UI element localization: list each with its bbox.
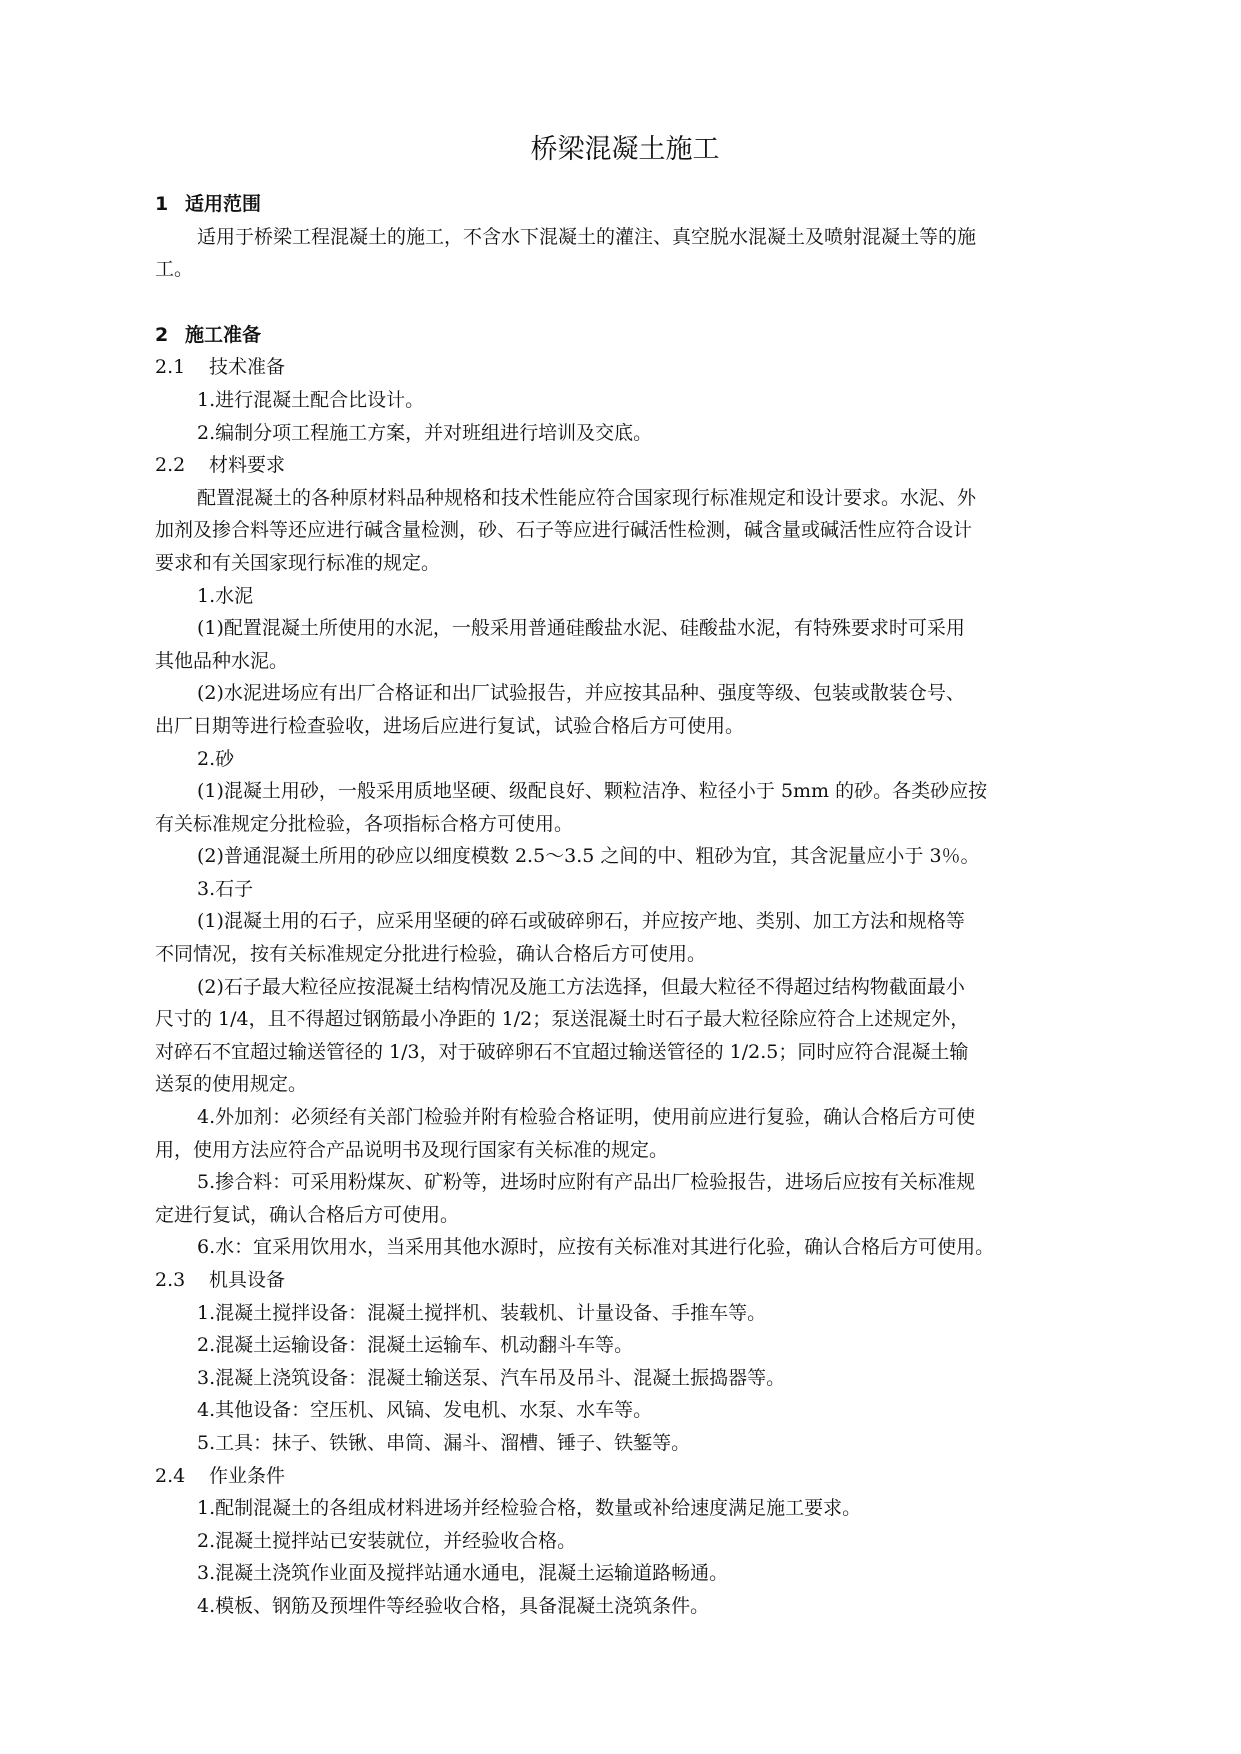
subsection-heading-2-3 — [155, 1264, 1095, 1297]
list-item: 3.混凝土浇筑作业面及搅拌站通水通电，混凝土运输道路畅通。 — [197, 1562, 729, 1585]
subsection-number: 2.4 — [155, 1464, 186, 1487]
subsection-heading-2-1 — [155, 351, 1095, 384]
list-item: 1.进行混凝土配合比设计。 — [197, 388, 425, 411]
paragraph-line: 要求和有关国家现行标准的规定。 — [155, 551, 441, 574]
section-heading-2 — [155, 319, 1095, 352]
list-item: 5.工具：抹子、铁锹、串筒、漏斗、溜槽、锤子、铁錾等。 — [197, 1431, 691, 1454]
list-item: 1.混凝土搅拌设备：混凝土搅拌机、装载机、计量设备、手推车等。 — [197, 1301, 767, 1324]
subsection-title: 作业条件 — [209, 1464, 286, 1487]
paragraph-line: 配置混凝土的各种原材料品种规格和技术性能应符合国家现行标准规定和设计要求。水泥、外 — [197, 486, 977, 509]
list-item: 3.混凝上浇筑设备：混凝土输送泵、汽车吊及吊斗、混凝土振捣器等。 — [197, 1366, 786, 1389]
document-body — [155, 188, 1095, 1623]
subsection-title: 技术准备 — [209, 356, 286, 379]
subsection-heading-2-2 — [155, 449, 1095, 482]
section-title: 适用范围 — [185, 193, 262, 215]
subsection-number: 2.1 — [155, 356, 186, 379]
section-spacer — [155, 286, 1095, 319]
section-number: 1 — [155, 193, 169, 215]
list-item: 2.混凝土运输设备：混凝土运输车、机动翻斗车等。 — [197, 1334, 634, 1357]
paragraph-line: (2)普通混凝土所用的砂应以细度模数 2.5～3.5 之间的中、粗砂为宜，其含泥量应小于 3％。 — [197, 845, 980, 868]
paragraph-line: 出厂日期等进行检查验收，进场后应进行复试，试验合格后方可使用。 — [155, 714, 745, 737]
list-item: 2.混凝土搅拌站已安装就位，并经验收合格。 — [197, 1529, 577, 1552]
subsection-heading-2-4 — [155, 1460, 1095, 1493]
list-item: 4.其他设备：空压机、风镐、发电机、水泵、水车等。 — [197, 1399, 653, 1422]
paragraph-line: 6.水：宜采用饮用水，当采用其他水源时，应按有关标准对其进行化验，确认合格后方可使用。 — [197, 1236, 995, 1259]
list-item: 4.模板、钢筋及预埋件等经验收合格，具备混凝土浇筑条件。 — [197, 1594, 710, 1617]
document-page — [155, 0, 1095, 1754]
paragraph-line: 对碎石不宜超过输送管径的 1/3，对于破碎卵石不宜超过输送管径的 1/2.5；同时应符合混凝土输 — [155, 1040, 969, 1063]
paragraph-line: (1)混凝土用的石子，应采用坚硬的碎石或破碎卵石，并应按产地、类别、加工方法和规格等 — [197, 910, 965, 933]
list-item: 1.配制混凝土的各组成材料进场并经检验合格，数量或补给速度满足施工要求。 — [197, 1497, 862, 1520]
subsection-title: 机具设备 — [209, 1269, 286, 1291]
paragraph-line: (1)混凝土用砂，一般采用质地坚硬、级配良好、颗粒洁净、粒径小于 5mm 的砂。各类砂应按 — [197, 780, 988, 803]
paragraph-line: 定进行复试，确认合格后方可使用。 — [155, 1203, 460, 1226]
paragraph-line: 4.外加剂：必须经有关部门检验并附有检验合格证明，使用前应进行复验，确认合格后方可使 — [197, 1106, 976, 1129]
subsection-title: 材料要求 — [209, 454, 286, 477]
item-title-stone: 3.石子 — [197, 877, 254, 900]
paragraph-line: 有关标准规定分批检验，各项指标合格方可使用。 — [155, 812, 574, 835]
list-item: 2.编制分项工程施工方案，并对班组进行培训及交底。 — [197, 421, 653, 444]
paragraph-line: 工。 — [155, 258, 194, 281]
paragraph-line: 其他品种水泥。 — [155, 649, 289, 672]
subsection-number: 2.2 — [155, 454, 186, 477]
paragraph-line: 送泵的使用规定。 — [155, 1073, 308, 1096]
paragraph-line: 5.掺合料：可采用粉煤灰、矿粉等，进场时应附有产品出厂检验报告，进场后应按有关标准规 — [197, 1171, 976, 1194]
section-heading-1 — [155, 188, 1095, 221]
section-title: 施工准备 — [185, 323, 262, 346]
paragraph-line: (2)石子最大粒径应按混凝土结构情况及施工方法选择，但最大粒径不得超过结构物截面最小 — [197, 975, 965, 998]
item-title-cement: 1.水泥 — [197, 584, 254, 607]
paragraph-line: 用，使用方法应符合产品说明书及现行国家有关标准的规定。 — [155, 1138, 669, 1161]
section-number: 2 — [155, 323, 169, 346]
paragraph-line: 不同情况，按有关标准规定分批进行检验，确认合格后方可使用。 — [155, 943, 707, 966]
document-title: 桥梁混凝土施工 — [530, 134, 720, 165]
paragraph-line: (1)配置混凝土所使用的水泥，一般采用普通硅酸盐水泥、硅酸盐水泥，有特殊要求时可采用 — [197, 617, 965, 640]
paragraph-line: (2)水泥进场应有出厂合格证和出厂试验报告，并应按其品种、强度等级、包装或散装仓号、 — [197, 682, 965, 705]
paragraph-line: 加剂及掺合料等还应进行碱含量检测，砂、石子等应进行碱活性检测，碱含量或碱活性应符合设计 — [155, 519, 973, 542]
paragraph-line: 尺寸的 1/4，且不得超过钢筋最小净距的 1/2；泵送混凝土时石子最大粒径除应符合上述规定外， — [155, 1008, 970, 1031]
item-title-sand: 2.砂 — [197, 747, 235, 770]
subsection-number: 2.3 — [155, 1269, 186, 1291]
paragraph-line: 适用于桥梁工程混凝土的施工，不含水下混凝土的灌注、真空脱水混凝土及喷射混凝土等的施 — [197, 225, 977, 248]
